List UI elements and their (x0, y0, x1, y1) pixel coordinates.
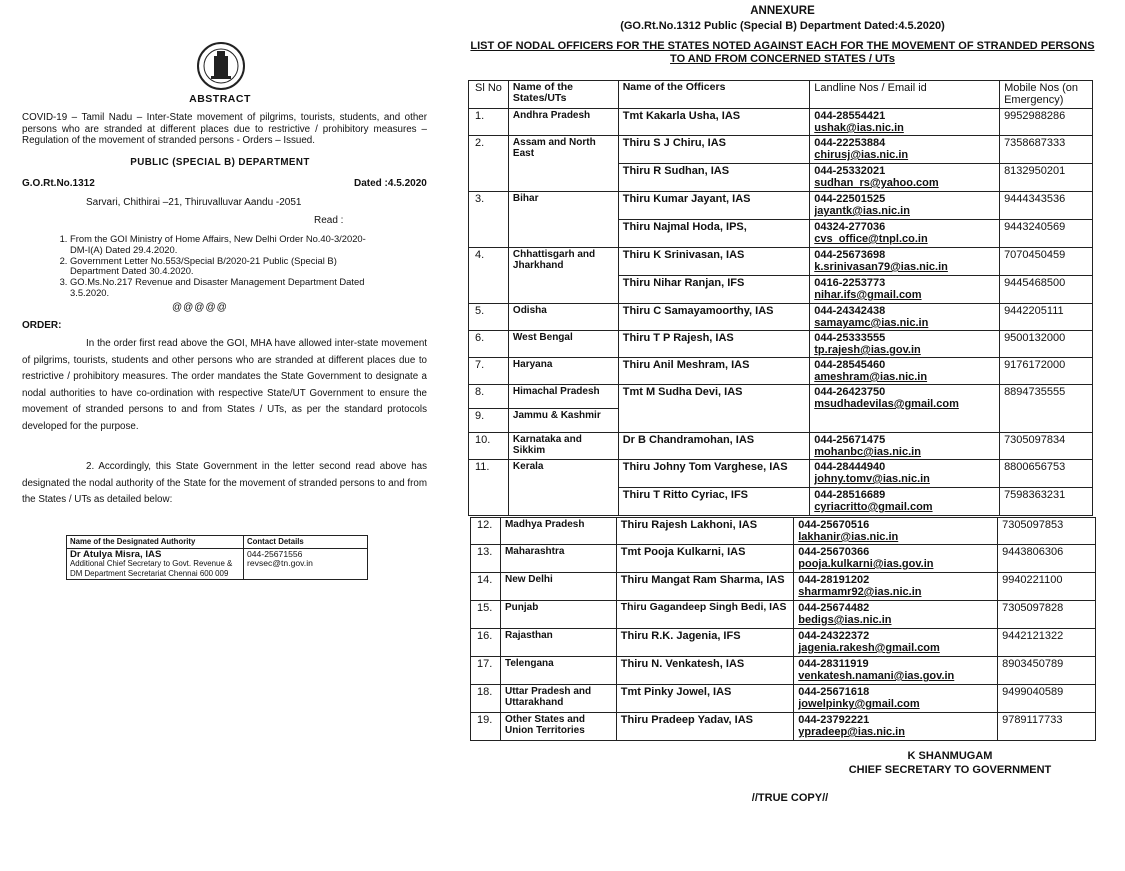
mobile-cell: 9176172000 (1000, 358, 1093, 385)
authority-header: Name of the Designated Authority (67, 536, 244, 549)
phone: 044-23792221 (798, 714, 870, 726)
sl-cell: 13. (471, 545, 501, 573)
table-row (469, 331, 1093, 358)
mobile-cell: 9445468500 (1000, 276, 1093, 304)
email: sudhan_rs@yahoo.com (814, 177, 939, 189)
phone: 044-22253884 (814, 137, 886, 149)
mobile-cell: 7070450459 (1000, 248, 1093, 276)
subject-text: COVID-19 – Tamil Nadu – Inter-State movement of pilgrims, tourists, students, and other persons who are stranded at different places due to restrictive / prohibitory measures – Regulation of the movement of stranded persons - Orders – Issued. (22, 112, 427, 146)
contact-cell (810, 304, 1000, 331)
read-references (54, 234, 370, 299)
annexure-go-reference: (GO.Rt.No.1312 Public (Special B) Department Dated:4.5.2020) (620, 20, 945, 32)
section-ornament: @@@@@ (172, 302, 228, 313)
phone: 044-25670366 (798, 546, 870, 558)
abstract-title: ABSTRACT (189, 93, 251, 105)
sl-cell: 18. (471, 685, 501, 713)
table-row (469, 304, 1093, 331)
email: jagenia.rakesh@gmail.com (798, 642, 940, 654)
contact-cell (794, 713, 998, 741)
order-paragraph-2: 2. Accordingly, this State Government in the letter second read above has designated the nodal authority of the State for the movement of stranded persons to and from the States / UTs as detailed below: (22, 461, 427, 506)
state-cell: Odisha (508, 304, 618, 331)
officer-cell: Thiru Mangat Ram Sharma, IAS (616, 573, 794, 601)
mobile-cell: 9442205111 (1000, 304, 1093, 331)
signatory-title: CHIEF SECRETARY TO GOVERNMENT (848, 764, 1052, 776)
phone: 044-25671618 (798, 686, 870, 698)
email: ypradeep@ias.nic.in (798, 726, 905, 738)
email: pooja.kulkarni@ias.gov.in (798, 558, 934, 570)
officer-cell: Thiru S J Chiru, IAS (618, 136, 810, 164)
contact-cell (794, 657, 998, 685)
mobile-cell: 7598363231 (1000, 488, 1093, 516)
contact-cell (794, 518, 998, 545)
phone: 044-28545460 (814, 359, 886, 371)
email: jowelpinky@gmail.com (798, 698, 920, 710)
officer-cell: Thiru R Sudhan, IAS (618, 164, 810, 192)
officer-cell: Thiru K Srinivasan, IAS (618, 248, 810, 276)
list-title (440, 40, 1125, 66)
sl-cell: 8. (469, 385, 509, 409)
order-paragraph-1: In the order first read above the GOI, MHA have allowed inter-state movement of pilgrims, tourists, students and other persons who are stranded at different places due to restrictive / prohibitory measures. The order mandates the State Government to designate a nodal authorities to have co-ordination with respective State/UT Government to ensure the movement of stranded persons to and from States / UTs, as per the standard protocols developed for the purpose. (22, 338, 427, 432)
email: lakhanir@ias.nic.in (798, 531, 899, 543)
state-cell: Other States and Union Territories (500, 713, 616, 741)
sl-cell: 7. (469, 358, 509, 385)
contact-cell (794, 629, 998, 657)
phone: 044-25670516 (798, 519, 870, 531)
phone: 044-22501525 (814, 193, 886, 205)
sl-cell: 19. (471, 713, 501, 741)
mobile-cell: 9952988286 (1000, 109, 1093, 136)
email: johny.tomv@ias.nic.in (814, 473, 930, 485)
mobile-cell: 8894735555 (1000, 385, 1093, 433)
mobile-cell: 9500132000 (1000, 331, 1093, 358)
mobile-cell: 9789117733 (998, 713, 1096, 741)
signatory-name: K SHANMUGAM (907, 750, 993, 762)
sl-cell: 14. (471, 573, 501, 601)
officer-cell: Thiru N. Venkatesh, IAS (616, 657, 794, 685)
header-state: Name of the States/UTs (508, 81, 618, 109)
contact-cell (810, 248, 1000, 276)
email: cyriacritto@gmail.com (814, 501, 933, 513)
state-cell: Punjab (500, 601, 616, 629)
email: k.srinivasan79@ias.nic.in (814, 261, 948, 273)
mobile-cell: 9444343536 (1000, 192, 1093, 220)
phone: 044-24322372 (798, 630, 870, 642)
read-label: Read : (314, 215, 344, 226)
contact-cell (794, 685, 998, 713)
list-title-line-2: TO AND FROM CONCERNED STATES / UTs (670, 53, 895, 65)
officer-cell: Thiru Nihar Ranjan, IFS (618, 276, 810, 304)
table-row (471, 573, 1096, 601)
authority-phone: 044-25671556 (247, 548, 303, 559)
phone: 044-28444940 (814, 461, 886, 473)
sl-cell: 5. (469, 304, 509, 331)
sl-cell: 10. (469, 433, 509, 460)
email: tp.rajesh@ias.gov.in (814, 344, 921, 356)
phone: 044-26423750 (814, 386, 886, 398)
sl-cell: 4. (469, 248, 509, 304)
nodal-officers-table (468, 80, 1093, 516)
email: chirusj@ias.nic.in (814, 149, 909, 161)
sl-cell: 11. (469, 460, 509, 516)
email: msudhadevilas@gmail.com (814, 398, 959, 410)
contact-cell (810, 192, 1000, 220)
annexure-page (440, 0, 1125, 871)
header-landline: Landline Nos / Email id (810, 81, 1000, 109)
contact-header: Contact Details (244, 536, 368, 549)
state-cell: Madhya Pradesh (500, 518, 616, 545)
table-row (469, 358, 1093, 385)
table-row (469, 192, 1093, 220)
officer-cell: Tmt Kakarla Usha, IAS (618, 109, 810, 136)
email: mohanbc@ias.nic.in (814, 446, 921, 458)
contact-cell (810, 276, 1000, 304)
table-row (471, 657, 1096, 685)
table-row (469, 136, 1093, 164)
state-cell: Jammu & Kashmir (508, 409, 618, 433)
table-row (471, 545, 1096, 573)
state-cell: West Bengal (508, 331, 618, 358)
department-title: PUBLIC (SPECIAL B) DEPARTMENT (130, 157, 310, 168)
contact-cell (810, 433, 1000, 460)
officer-cell: Thiru R.K. Jagenia, IFS (616, 629, 794, 657)
contact-cell (794, 573, 998, 601)
table-row (469, 248, 1093, 276)
state-cell: Andhra Pradesh (508, 109, 618, 136)
authority-name: Dr Atulya Misra, IAS (70, 548, 162, 560)
table-row (471, 601, 1096, 629)
order-label: ORDER: (22, 320, 62, 331)
contact-cell (810, 460, 1000, 488)
table-row (471, 713, 1096, 741)
email: ameshram@ias.nic.in (814, 371, 928, 383)
officer-cell: Tmt Pooja Kulkarni, IAS (616, 545, 794, 573)
table-row (471, 518, 1096, 545)
officer-cell: Tmt M Sudha Devi, IAS (618, 385, 810, 433)
mobile-cell: 8132950201 (1000, 164, 1093, 192)
phone: 044-25333555 (814, 332, 886, 344)
sl-cell: 1. (469, 109, 509, 136)
authority-designation: Additional Chief Secretary to Govt. Revenue & DM Department Secretariat Chennai 600 009 (70, 559, 233, 578)
contact-cell (810, 220, 1000, 248)
contact-cell (810, 164, 1000, 192)
email: nihar.ifs@gmail.com (814, 289, 922, 301)
officer-cell: Thiru Kumar Jayant, IAS (618, 192, 810, 220)
authority-email: revsec@tn.gov.in (247, 558, 313, 568)
table-row (469, 433, 1093, 460)
true-copy-label: //TRUE COPY// (751, 792, 829, 804)
email: samayamc@ias.nic.in (814, 317, 929, 329)
phone: 044-28191202 (798, 574, 870, 586)
contact-cell (810, 488, 1000, 516)
phone: 044-28516689 (814, 489, 886, 501)
go-page (0, 0, 440, 871)
phone: 044-25332021 (814, 165, 886, 177)
phone: 044-25673698 (814, 249, 886, 261)
annexure-title: ANNEXURE (750, 5, 815, 17)
contact-cell (810, 331, 1000, 358)
email: bedigs@ias.nic.in (798, 614, 892, 626)
state-cell: Uttar Pradesh and Uttarakhand (500, 685, 616, 713)
officer-cell: Thiru Rajesh Lakhoni, IAS (616, 518, 794, 545)
table-row (469, 460, 1093, 488)
authority-cell (67, 548, 244, 580)
sl-cell: 3. (469, 192, 509, 248)
officer-cell: Thiru Gagandeep Singh Bedi, IAS (616, 601, 794, 629)
sl-cell: 15. (471, 601, 501, 629)
officer-cell: Thiru C Samayamoorthy, IAS (618, 304, 810, 331)
email: jayantk@ias.nic.in (814, 205, 910, 217)
sl-cell: 2. (469, 136, 509, 192)
mobile-cell: 9499040589 (998, 685, 1096, 713)
officer-cell: Dr B Chandramohan, IAS (618, 433, 810, 460)
sl-cell: 17. (471, 657, 501, 685)
mobile-cell: 7305097828 (998, 601, 1096, 629)
email: ushak@ias.nic.in (814, 122, 904, 134)
mobile-cell: 9940221100 (998, 573, 1096, 601)
contact-cell (810, 358, 1000, 385)
reference-item: 1. From the GOI Ministry of Home Affairs, New Delhi Order No.40-3/2020-DM-I(A) Dated 29.4.2020. (70, 234, 370, 256)
phone: 044-24342438 (814, 305, 886, 317)
state-cell: Kerala (508, 460, 618, 516)
go-number: G.O.Rt.No.1312 (22, 178, 95, 189)
mobile-cell: 8800656753 (1000, 460, 1093, 488)
mobile-cell: 7305097834 (1000, 433, 1093, 460)
state-cell: Rajasthan (500, 629, 616, 657)
tamil-nadu-emblem-icon (196, 40, 246, 92)
header-mobile: Mobile Nos (on Emergency) (1000, 81, 1093, 109)
state-cell: Haryana (508, 358, 618, 385)
table-row (471, 685, 1096, 713)
officer-cell: Thiru Najmal Hoda, IPS, (618, 220, 810, 248)
contact-cell (244, 548, 368, 580)
officer-cell: Tmt Pinky Jowel, IAS (616, 685, 794, 713)
state-cell: Assam and North East (508, 136, 618, 192)
mobile-cell: 9442121322 (998, 629, 1096, 657)
officer-cell: Thiru Pradeep Yadav, IAS (616, 713, 794, 741)
reference-item: 2. Government Letter No.553/Special B/2020-21 Public (Special B) Department Dated 30.4.2020. (70, 256, 370, 278)
header-officer: Name of the Officers (618, 81, 810, 109)
tamil-date: Sarvari, Chithirai –21, Thiruvalluvar Aandu -2051 (86, 197, 302, 208)
mobile-cell: 7358687333 (1000, 136, 1093, 164)
state-cell: Telengana (500, 657, 616, 685)
mobile-cell: 8903450789 (998, 657, 1096, 685)
email: venkatesh.namani@ias.gov.in (798, 670, 955, 682)
designated-authority-table (66, 535, 368, 580)
state-cell: Maharashtra (500, 545, 616, 573)
sl-cell: 16. (471, 629, 501, 657)
nodal-officers-table-continued (470, 517, 1096, 741)
mobile-cell: 9443806306 (998, 545, 1096, 573)
reference-item: 3. GO.Ms.No.217 Revenue and Disaster Management Department Dated 3.5.2020. (70, 277, 370, 299)
sl-cell: 6. (469, 331, 509, 358)
state-cell: Karnataka and Sikkim (508, 433, 618, 460)
phone: 04324-277036 (814, 221, 886, 233)
go-date: Dated :4.5.2020 (354, 178, 427, 189)
contact-cell (794, 545, 998, 573)
email: sharmamr92@ias.nic.in (798, 586, 922, 598)
list-title-line-1: LIST OF NODAL OFFICERS FOR THE STATES NOTED AGAINST EACH FOR THE MOVEMENT OF STRANDED PERSONS (470, 40, 1095, 52)
contact-cell (810, 385, 1000, 433)
state-cell: Chhattisgarh and Jharkhand (508, 248, 618, 304)
phone: 044-25671475 (814, 434, 886, 446)
table-row (469, 385, 1093, 409)
officer-cell: Thiru Anil Meshram, IAS (618, 358, 810, 385)
mobile-cell: 9443240569 (1000, 220, 1093, 248)
state-cell: Bihar (508, 192, 618, 248)
header-sl: Sl No (469, 81, 509, 109)
contact-cell (794, 601, 998, 629)
table-row (469, 109, 1093, 136)
phone: 0416-2253773 (814, 277, 886, 289)
phone: 044-25674482 (798, 602, 870, 614)
table-row (471, 629, 1096, 657)
officer-cell: Thiru Johny Tom Varghese, IAS (618, 460, 810, 488)
phone: 044-28311919 (798, 658, 869, 670)
contact-cell (810, 136, 1000, 164)
state-cell: Himachal Pradesh (508, 385, 618, 409)
officer-cell: Thiru T P Rajesh, IAS (618, 331, 810, 358)
officer-cell: Thiru T Ritto Cyriac, IFS (618, 488, 810, 516)
phone: 044-28554421 (814, 110, 886, 122)
state-cell: New Delhi (500, 573, 616, 601)
sl-cell: 12. (471, 518, 501, 545)
mobile-cell: 7305097853 (998, 518, 1096, 545)
sl-cell: 9. (469, 409, 509, 433)
email: cvs_office@tnpl.co.in (814, 233, 928, 245)
contact-cell (810, 109, 1000, 136)
